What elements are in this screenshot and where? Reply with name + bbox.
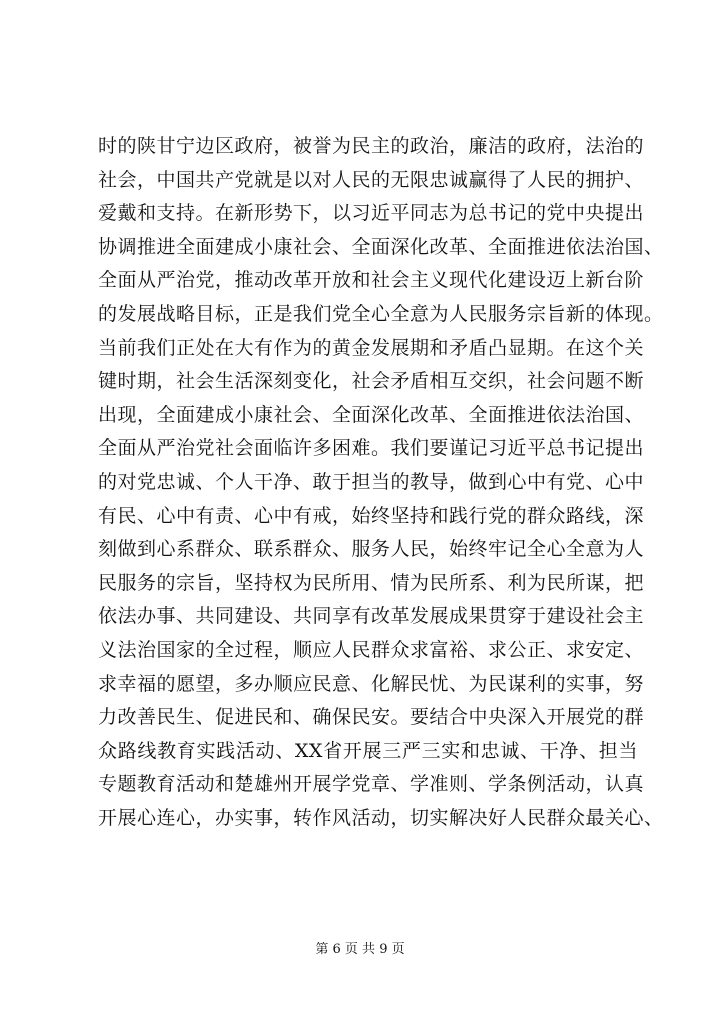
- text-line: 全面从严治党，推动改革开放和社会主义现代化建设迈上新台阶: [98, 269, 645, 292]
- text-line: 键时期，社会生活深刻变化，社会矛盾相互交织，社会问题不断: [98, 370, 645, 393]
- text-line: 民服务的宗旨，坚持权为民所用、情为民所系、利为民所谋，把: [98, 571, 645, 594]
- text-line: 依法办事、共同建设、共同享有改革发展成果贯穿于建设社会主: [98, 605, 645, 628]
- text-line: 的对党忠诚、个人干净、敢于担当的教导，做到心中有党、心中: [98, 470, 645, 493]
- text-line: 有民、心中有责、心中有戒，始终坚持和践行党的群众路线，深: [98, 504, 645, 527]
- text-line: 开展心连心，办实事，转作风活动，切实解决好人民群众最关心、: [98, 806, 664, 829]
- text-line: 出现，全面建成小康社会、全面深化改革、全面推进依法治国、: [98, 403, 645, 426]
- text-line: 的发展战略目标，正是我们党全心全意为人民服务宗旨新的体现。: [98, 302, 664, 325]
- page-footer: 第 6 页 共 9 页: [315, 942, 405, 957]
- text-line: 全面从严治党社会面临许多困难。我们要谨记习近平总书记提出: [98, 437, 645, 460]
- text-line: 求幸福的愿望，多办顺应民意、化解民忧、为民谋利的实事，努: [98, 672, 645, 695]
- text-line: 时的陕甘宁边区政府，被誉为民主的政治，廉洁的政府，法治的: [98, 135, 645, 157]
- text-line: 爱戴和支持。在新形势下，以习近平同志为总书记的党中央提出: [98, 202, 645, 225]
- text-line: 义法治国家的全过程，顺应人民群众求富裕、求公正、求安定、: [98, 638, 645, 661]
- text-line: 协调推进全面建成小康社会、全面深化改革、全面推进依法治国、: [98, 235, 664, 258]
- text-line: 专题教育活动和楚雄州开展学党章、学准则、学条例活动，认真: [98, 773, 645, 796]
- body-text: [98, 130, 664, 835]
- text-line: 当前我们正处在大有作为的黄金发展期和矛盾凸显期。在这个关: [98, 336, 645, 359]
- text-line: 力改善民生、促进民和、确保民安。要结合中央深入开展党的群: [98, 706, 645, 729]
- text-line: 刻做到心系群众、联系群众、服务人民，始终牢记全心全意为人: [98, 538, 645, 561]
- text-line: 众路线教育实践活动、XX省开展三严三实和忠诚、干净、担当: [98, 739, 638, 762]
- text-line: 社会，中国共产党就是以对人民的无限忠诚赢得了人民的拥护、: [98, 168, 645, 191]
